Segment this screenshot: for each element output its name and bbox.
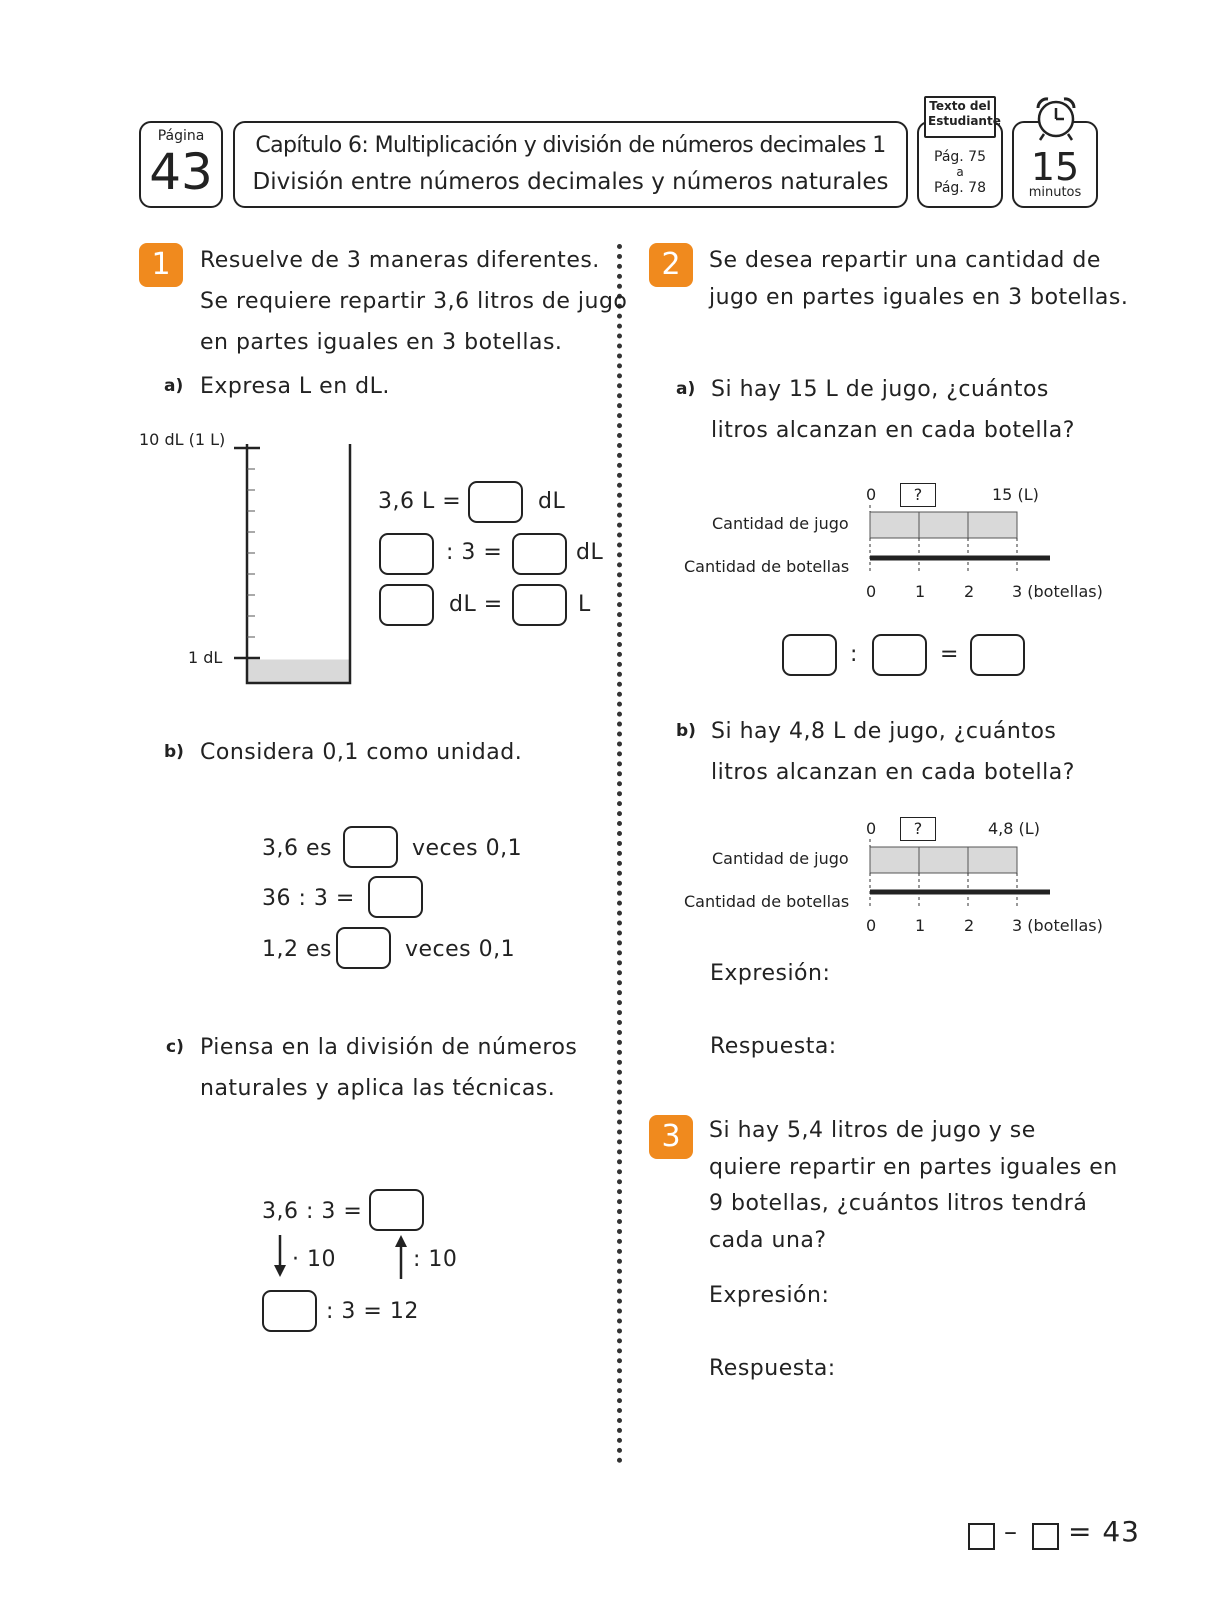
c-eq-bottom: : 3 = 12 — [326, 1299, 419, 1324]
ex3-answer-label: Respuesta: — [709, 1356, 836, 1381]
c-eq-top: 3,6 : 3 = — [262, 1199, 363, 1224]
a-op2: = — [940, 642, 959, 667]
ex2b-line1: Si hay 4,8 L de jugo, ¿cuántos — [711, 719, 1057, 744]
ex2-line2: jugo en partes iguales en 3 botellas. — [709, 285, 1129, 310]
ex1c-line1: Piensa en la división de números — [200, 1035, 578, 1060]
eq2-answer-box[interactable] — [512, 533, 567, 575]
ex3-line1: Si hay 5,4 litros de jugo y se — [709, 1118, 1036, 1143]
b-unknown-box: ? — [900, 817, 936, 841]
ex1c-line2: naturales y aplica las técnicas. — [200, 1076, 556, 1101]
ex2a-label: a) — [676, 379, 696, 399]
eq3-mid: dL = — [449, 592, 503, 617]
b-row2-label: Cantidad de botellas — [684, 892, 850, 911]
c-eq-bottom-box[interactable] — [262, 1290, 317, 1332]
b-row3-left: 1,2 es — [262, 937, 332, 962]
ex1a-label: a) — [164, 376, 184, 396]
b-row3-right: veces 0,1 — [405, 937, 516, 962]
ex1a-text: Expresa L en dL. — [200, 374, 390, 399]
ref-pages-from: Pág. 75 — [934, 149, 986, 165]
time-value: 15 — [1030, 145, 1080, 189]
page-number-box — [139, 121, 223, 208]
exercise-1-number: 1 — [139, 243, 183, 287]
b-row2-box[interactable] — [368, 876, 423, 918]
c-down-op: · 10 — [292, 1247, 336, 1272]
score-minus: – — [1004, 1517, 1017, 1547]
b-row1-right: veces 0,1 — [412, 836, 523, 861]
score-box-1[interactable] — [968, 1523, 995, 1550]
ex1c-label: c) — [166, 1037, 184, 1057]
measuring-beaker — [230, 440, 360, 690]
b-top-total: 4,8 (L) — [988, 819, 1040, 838]
b-tick-0: 0 — [866, 916, 877, 935]
ex3-line3: 9 botellas, ¿cuántos litros tendrá — [709, 1191, 1088, 1216]
a-top-zero: 0 — [866, 485, 877, 504]
ref-pages-sep: a — [956, 165, 964, 179]
ex2a-line1: Si hay 15 L de jugo, ¿cuántos — [711, 377, 1049, 402]
b-top-zero: 0 — [866, 819, 877, 838]
eq1-left: 3,6 L = — [378, 489, 462, 514]
ex2b-answer-label: Respuesta: — [710, 1034, 837, 1059]
ex3-line2: quiere repartir en partes iguales en — [709, 1155, 1118, 1180]
column-divider — [617, 244, 622, 1464]
c-up-op: : 10 — [413, 1247, 458, 1272]
a-top-total: 15 (L) — [992, 485, 1039, 504]
eq2-unit: dL — [576, 540, 604, 565]
a-unknown-box: ? — [900, 483, 936, 507]
eq3-unit: L — [578, 592, 591, 617]
textbook-label: Texto del Estudiante — [928, 99, 1001, 128]
b-tape-diagram — [860, 839, 1060, 914]
time-unit: minutos — [1028, 185, 1082, 200]
page-label: Página — [157, 128, 205, 144]
eq3-answer-box[interactable] — [512, 584, 567, 626]
textbook-icon — [924, 96, 1001, 138]
a-divisor-box[interactable] — [872, 634, 927, 676]
b-row1-box[interactable] — [343, 826, 398, 868]
b-tick-1: 1 — [915, 916, 926, 935]
eq2-op: : 3 = — [446, 540, 503, 565]
beaker-bottom-label: 1 dL — [188, 648, 223, 667]
a-op1: : — [850, 642, 858, 667]
b-row3-box[interactable] — [336, 927, 391, 969]
up-arrow-icon — [393, 1235, 409, 1279]
a-dividend-box[interactable] — [782, 634, 837, 676]
page-number: 43 — [149, 143, 213, 201]
eq2-first-box[interactable] — [379, 533, 434, 575]
ex2b-line2: litros alcanzan en cada botella? — [711, 760, 1075, 785]
score-box-2[interactable] — [1032, 1523, 1059, 1550]
b-row2-left: 36 : 3 = — [262, 886, 355, 911]
ex1-line1: Resuelve de 3 maneras diferentes. — [200, 248, 600, 273]
b-row1-left: 3,6 es — [262, 836, 332, 861]
a-tick-1: 1 — [915, 582, 926, 601]
eq1-unit: dL — [538, 489, 566, 514]
a-result-box[interactable] — [970, 634, 1025, 676]
title-box — [233, 121, 908, 208]
a-row2-label: Cantidad de botellas — [684, 557, 850, 576]
ex2a-line2: litros alcanzan en cada botella? — [711, 418, 1075, 443]
ex3-line4: cada una? — [709, 1228, 827, 1253]
b-row1-label: Cantidad de jugo — [712, 849, 849, 868]
ref-pages-to: Pág. 78 — [934, 180, 986, 196]
ex1-line3: en partes iguales en 3 botellas. — [200, 330, 563, 355]
a-tape-diagram — [860, 505, 1060, 580]
b-tick-2: 2 — [964, 916, 975, 935]
ex1-line2: Se requiere repartir 3,6 litros de jugo — [200, 289, 628, 314]
c-eq-top-box[interactable] — [369, 1189, 424, 1231]
a-row1-label: Cantidad de jugo — [712, 514, 849, 533]
ex3-expression-label: Expresión: — [709, 1283, 830, 1308]
eq1-answer-box[interactable] — [468, 481, 523, 523]
ex2b-label: b) — [676, 721, 696, 741]
ex1b-text: Considera 0,1 como unidad. — [200, 740, 523, 765]
ex2-line1: Se desea repartir una cantidad de — [709, 248, 1101, 273]
exercise-2-number: 2 — [649, 243, 693, 287]
exercise-3-number: 3 — [649, 1115, 693, 1159]
b-tick-3: 3 (botellas) — [1012, 916, 1103, 935]
ex1b-label: b) — [164, 742, 184, 762]
eq3-first-box[interactable] — [379, 584, 434, 626]
score-total: = 43 — [1068, 1515, 1140, 1548]
a-tick-0: 0 — [866, 582, 877, 601]
ex2b-expression-label: Expresión: — [710, 961, 831, 986]
beaker-top-label: 10 dL (1 L) — [139, 430, 226, 449]
beaker-fill — [247, 660, 350, 684]
alarm-clock-icon — [1030, 94, 1082, 142]
lesson-title: División entre números decimales y números naturales — [252, 169, 889, 195]
chapter-title: Capítulo 6: Multiplicación y división de números decimales 1 — [255, 133, 886, 158]
a-tick-2: 2 — [964, 582, 975, 601]
down-arrow-icon — [272, 1235, 288, 1279]
a-tick-3: 3 (botellas) — [1012, 582, 1103, 601]
